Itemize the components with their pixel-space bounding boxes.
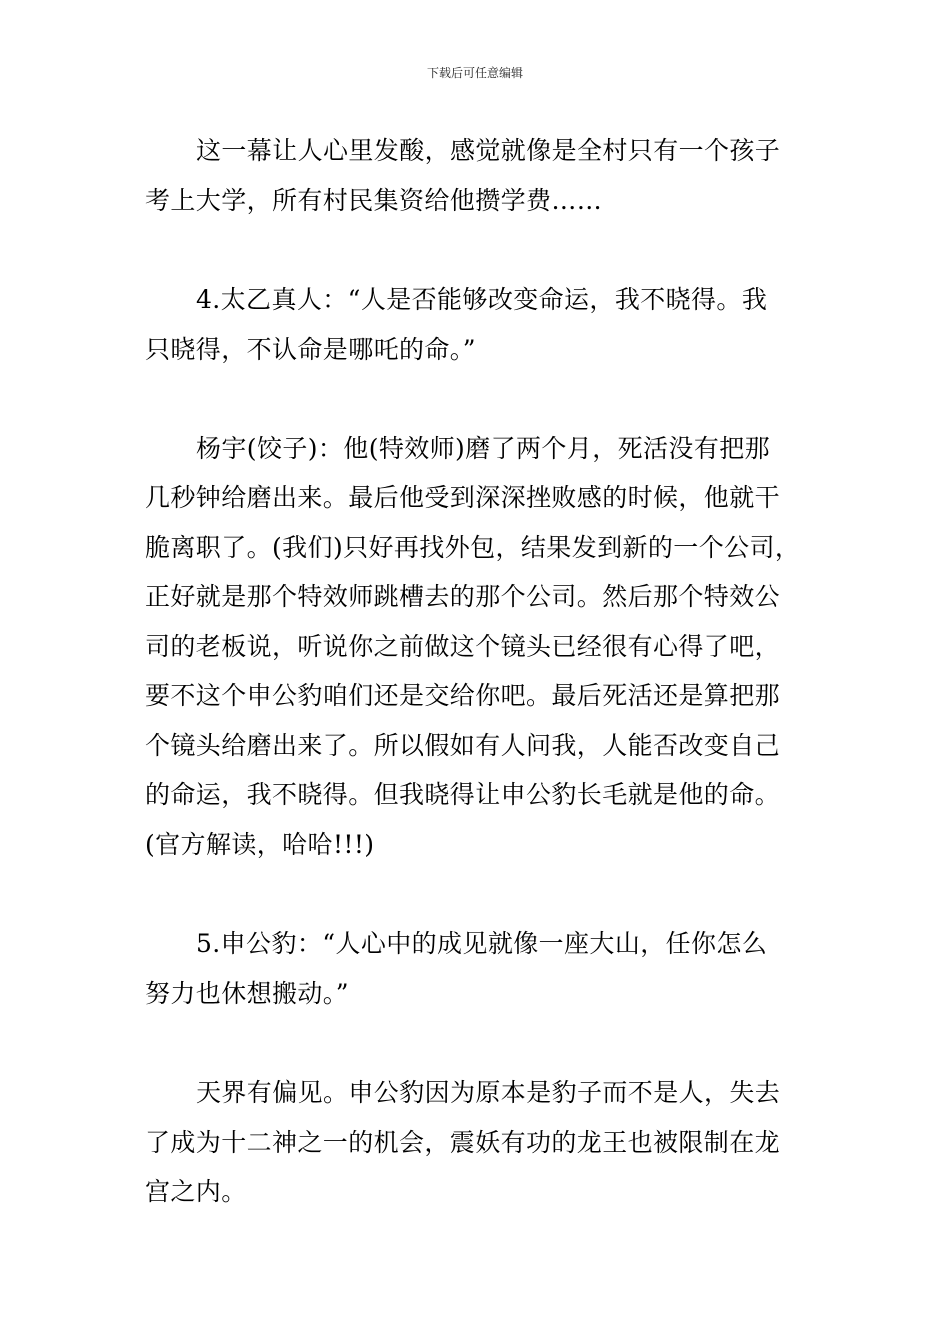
- paragraph-1-line-1: 这一幕让人心里发酸，感觉就像是全村只有一个孩子: [196, 136, 781, 165]
- paragraph-5-line-3: 宫之内。: [145, 1177, 247, 1206]
- paragraph-1-line-2: 考上大学，所有村民集资给他攒学费……: [145, 186, 603, 215]
- paragraph-3-line-5: 司的老板说，听说你之前做这个镜头已经很有心得了吧，: [145, 632, 781, 661]
- paragraph-2-line-1: 4.太乙真人：“人是否能够改变命运，我不晓得。我: [196, 285, 768, 314]
- paragraph-5-line-1: 天界有偏见。申公豹因为原本是豹子而不是人，失去: [196, 1078, 781, 1107]
- paragraph-3-line-2: 几秒钟给磨出来。最后他受到深深挫败感的时候，他就干: [145, 483, 781, 512]
- paragraph-3-line-3: 脆离职了。(我们)只好再找外包，结果发到新的一个公司，: [145, 533, 801, 562]
- paragraph-2-line-2: 只晓得，不认命是哪吒的命。”: [145, 335, 476, 364]
- paragraph-3-line-6: 要不这个申公豹咱们还是交给你吧。最后死活还是算把那: [145, 681, 781, 710]
- paragraph-4-line-2: 努力也休想搬动。”: [145, 979, 349, 1008]
- paragraph-4-line-1: 5.申公豹：“人心中的成见就像一座大山，任你怎么: [196, 929, 768, 958]
- paragraph-3-line-1: 杨宇(饺子)：他(特效师)磨了两个月，死活没有把那: [196, 434, 771, 463]
- paragraph-3-line-8: 的命运，我不晓得。但我晓得让申公豹长毛就是他的命。: [145, 780, 781, 809]
- page-header: 下载后可任意编辑: [426, 66, 523, 80]
- paragraph-5-line-2: 了成为十二神之一的机会，震妖有功的龙王也被限制在龙: [145, 1128, 781, 1157]
- paragraph-3-line-9: (官方解读，哈哈!!!): [145, 830, 375, 859]
- paragraph-3-line-4: 正好就是那个特效师跳槽去的那个公司。然后那个特效公: [145, 582, 781, 611]
- paragraph-3-line-7: 个镜头给磨出来了。所以假如有人问我，人能否改变自己: [145, 731, 781, 760]
